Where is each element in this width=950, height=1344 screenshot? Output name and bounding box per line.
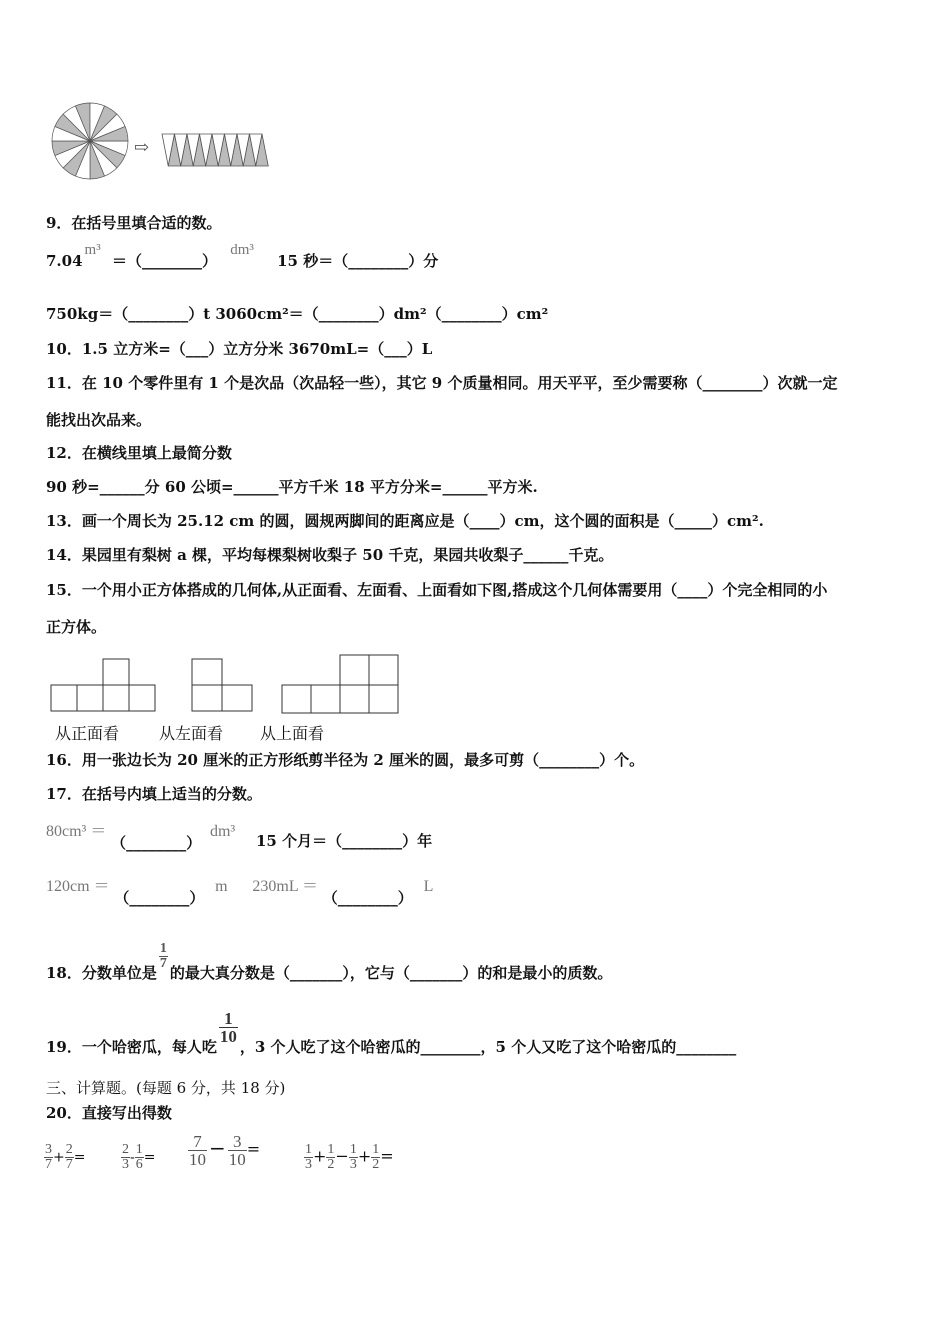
q18-post: 的最大真分数是（_______），它与（_______）的和是最小的质数。 <box>169 963 613 982</box>
arrow-icon: ⇨ <box>134 137 150 158</box>
q19 <box>46 1009 737 1056</box>
q9-unit-m3: m³ <box>84 242 101 258</box>
q10: 10．1.5 立方米=（___）立方分米 3670mL=（___）L <box>46 340 433 358</box>
q20-expr3: $\frac{7}{10}$ − $\frac{3}{10}$ = <box>189 1132 261 1169</box>
q11-line2: 能找出次品来。 <box>46 411 152 429</box>
q14: 14．果园里有梨树 a 棵，平均每棵梨树收梨子 50 千克，果园共收梨子______千克。 <box>46 546 614 564</box>
q20-title: 20．直接写出得数 <box>46 1104 172 1122</box>
top-view <box>282 655 398 713</box>
q18 <box>46 934 613 982</box>
q9-title: 9．在括号里填合适的数。 <box>46 214 222 232</box>
q17-230ml: 230mL ＝ <box>252 878 319 895</box>
q17-blank3: （________） <box>322 889 413 907</box>
front-view <box>51 659 155 711</box>
caption-front: 从正面看 <box>55 724 120 743</box>
q12-title: 12．在横线里填上最简分数 <box>46 444 232 462</box>
q9-value: 7.04 <box>46 252 83 270</box>
q9-line2: 750kg＝（________）t 3060cm²＝（________）dm²（________）cm² <box>46 305 549 323</box>
caption-top: 从上面看 <box>260 724 325 743</box>
left-view <box>192 659 252 711</box>
q17-unit-l: L <box>423 878 434 895</box>
q13: 13．画一个周长为 25.12 cm 的圆，圆规两脚间的距离应是（____）cm，这个圆的面积是（_____）cm². <box>46 512 764 530</box>
q11-line1: 11．在 10 个零件里有 1 个是次品（次品轻一些），其它 9 个质量相同。用天平平，至少需要称（________）次就一定 <box>46 374 838 392</box>
q12-line1: 90 秒=______分 60 公顷=______平方千米 18 平方分米=______平方米. <box>46 478 538 496</box>
q17-120cm: 120cm ＝ <box>46 878 110 895</box>
q19-post: ，3 个人吃了这个哈密瓜的________，5 个人又吃了这个哈密瓜的________ <box>239 1037 737 1056</box>
q9-seconds: 15 秒＝（________）分 <box>277 252 439 270</box>
q20-expr1: $\frac{3}{7}$ + $\frac{2}{7}$ = <box>45 1142 86 1172</box>
q17-blank1: （________） <box>111 834 202 852</box>
caption-left: 从左面看 <box>159 724 224 743</box>
q19-fraction: $\frac{1}{10}$ <box>219 1009 237 1046</box>
q17-blank2: （________） <box>114 889 205 907</box>
q19-pre: 19．一个哈密瓜，每人吃 <box>46 1037 217 1056</box>
rearranged-triangles <box>162 134 268 166</box>
q20-expr2: $\frac{2}{3}$ - $\frac{1}{6}$ = <box>122 1142 156 1172</box>
q16: 16．用一张边长为 20 厘米的正方形纸剪半径为 2 厘米的圆，最多可剪（________）个。 <box>46 751 645 769</box>
q15-line2: 正方体。 <box>46 618 107 636</box>
q17-line2 <box>46 873 434 907</box>
q15-line1: 15．一个用小正方体搭成的几何体,从正面看、左面看、上面看如下图,搭成这个几何体需要用（____）个完全相同的小 <box>46 581 828 599</box>
q20-expr4: $\frac{1}{3}$ + $\frac{1}{2}$ − $\frac{1}{3}$ + $\frac{1}{2}$ = <box>305 1142 394 1172</box>
q9-line1 <box>46 242 439 271</box>
q17-title: 17．在括号内填上适当的分数。 <box>46 785 262 803</box>
section3-heading: 三、计算题。(每题 6 分，共 18 分) <box>46 1079 286 1097</box>
q17-80cm3: 80cm³ ＝ <box>46 823 107 840</box>
q9-blank1: ＝（________） <box>111 252 217 270</box>
q18-pre: 18．分数单位是 <box>46 963 157 982</box>
q18-fraction: $\frac{1}{7}$ <box>159 941 167 971</box>
views-figure <box>48 653 408 715</box>
circle-sector-figure <box>50 100 270 182</box>
circle-sectors <box>52 103 128 179</box>
q17-months: 15 个月＝（________）年 <box>255 832 433 850</box>
q9-unit-dm3: dm³ <box>230 242 254 258</box>
q17-unit-m: m <box>215 878 228 895</box>
q17-line1 <box>46 818 433 852</box>
q17-unit-dm3: dm³ <box>209 823 236 840</box>
